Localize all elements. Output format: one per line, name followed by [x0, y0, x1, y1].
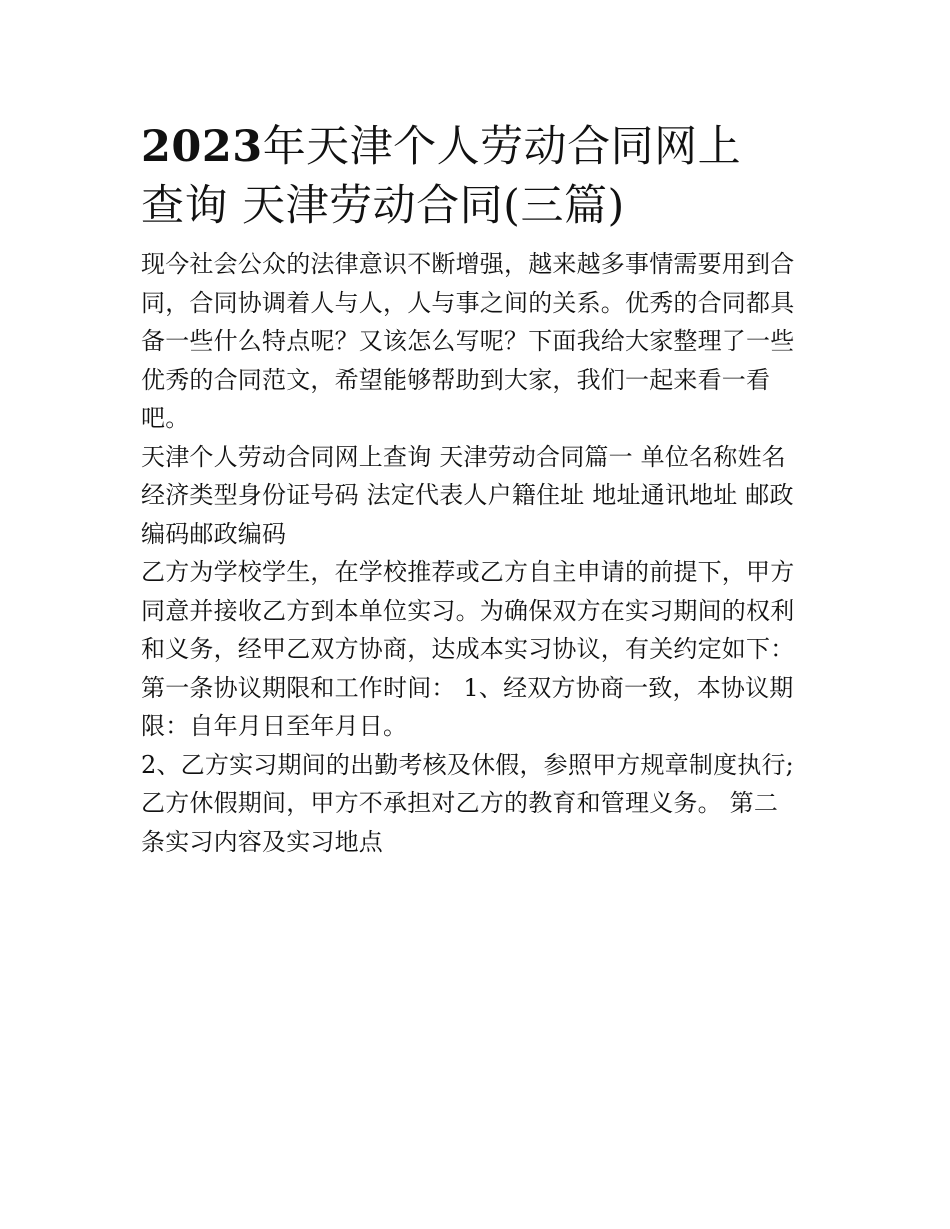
intro-paragraph	[141, 245, 821, 438]
section1-line: 编码邮政编码	[141, 519, 287, 548]
section2-line: 同意并接收乙方到本单位实习。为确保双方在实习期间的权利	[141, 596, 795, 625]
section3-paragraph	[141, 746, 821, 862]
intro-line: 现今社会公众的法律意识不断增强，越来越多事情需要用到合	[141, 250, 795, 278]
section3-line: 2、乙方实习期间的出勤考核及休假，参照甲方规章制度执行;	[141, 750, 794, 779]
section1-line: 天津个人劳动合同网上查询 天津劳动合同篇一 单位名称姓名	[141, 442, 786, 471]
section1-paragraph	[141, 438, 821, 554]
title-year: 2023	[141, 122, 263, 172]
section3-line: 条实习内容及实习地点	[141, 827, 383, 856]
document-body	[141, 118, 821, 861]
title-line-1-text: 年天津个人劳动合同网上	[262, 122, 742, 172]
title-line-1	[141, 118, 821, 177]
section3-line: 乙方休假期间，甲方不承担对乙方的教育和管理义务。 第二	[141, 789, 779, 817]
section2-line: 第一条协议期限和工作时间： 1、经双方协商一致，本协议期	[141, 673, 794, 702]
section2-line: 限：自年月日至年月日。	[141, 712, 408, 740]
section2-paragraph	[141, 553, 821, 746]
intro-line: 备一些什么特点呢？又该怎么写呢？下面我给大家整理了一些	[141, 327, 795, 355]
intro-line: 优秀的合同范文，希望能够帮助到大家，我们一起来看一看	[141, 365, 771, 394]
section2-line: 乙方为学校学生，在学校推荐或乙方自主申请的前提下，甲方	[141, 558, 795, 586]
section1-line: 经济类型身份证号码 法定代表人户籍住址 地址通讯地址 邮政	[141, 481, 794, 509]
intro-line: 同，合同协调着人与人，人与事之间的关系。优秀的合同都具	[141, 288, 795, 317]
title-line-2: 查询 天津劳动合同(三篇)	[141, 181, 625, 231]
intro-line: 吧。	[141, 404, 190, 432]
document-title	[141, 118, 821, 236]
section2-line: 和义务，经甲乙双方协商，达成本实习协议，有关约定如下：	[141, 635, 795, 663]
